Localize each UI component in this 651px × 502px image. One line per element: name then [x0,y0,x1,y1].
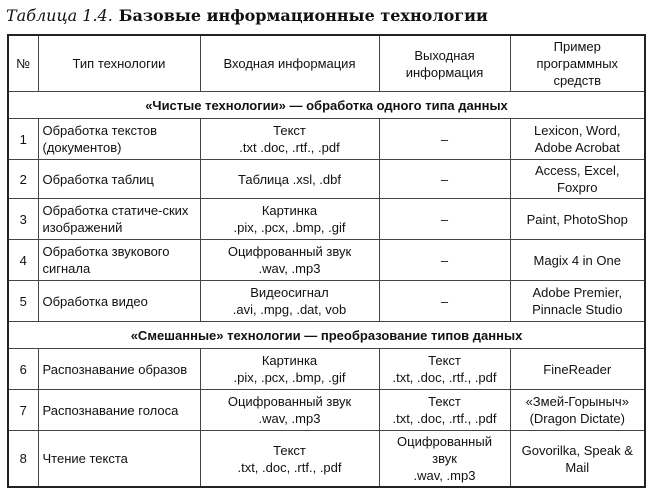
output-info-line: .wav, .mp3 [413,468,476,483]
table-row [8,119,645,160]
row-number: 5 [8,281,38,322]
input-info-line: .wav, .mp3 [258,261,321,276]
input-info-line: .txt, .doc, .rtf., .pdf [237,459,342,475]
section-title: «Чистые технологии» — обработка одного типа данных [8,92,645,119]
input-info-line: Оцифрованный звук [227,394,352,409]
output-info-line: – [440,131,449,147]
input-info [200,119,379,160]
table-caption-title: Базовые информационные технологии [118,6,488,25]
input-info-line: Таблица .xsl, .dbf [238,171,341,187]
output-info [379,281,510,322]
output-info-line: – [440,293,449,309]
output-info [379,390,510,431]
software-examples-line: Paint, PhotoShop [526,211,628,227]
input-info-line: Текст [273,123,306,138]
input-info [200,199,379,240]
input-info-line: Картинка [261,203,318,218]
software-examples-line: Magix 4 in One [533,252,621,268]
header-num: № [8,35,38,92]
software-examples-line: Pinnacle Studio [532,302,623,317]
input-info [200,240,379,281]
software-examples [510,199,645,240]
technology-type: Обработка текстов (документов) [38,119,200,160]
software-examples-line: Lexicon, Word, [534,123,621,138]
input-info-line: .avi, .mpg, .dat, vob [232,302,347,317]
output-info [379,240,510,281]
technology-type: Распознавание голоса [38,390,200,431]
output-info-line: .txt, .doc, .rtf., .pdf [392,411,497,426]
output-info [379,431,510,488]
input-info-line: Видеосигнал [250,285,329,300]
table-caption [6,6,488,25]
software-examples-line: «Змей-Горыныч» [525,394,629,409]
input-info-line: .pix, .pcx, .bmp, .gif [233,370,346,385]
software-examples [510,119,645,160]
output-info [379,349,510,390]
output-info [379,160,510,199]
section-header-row [8,322,645,349]
row-number: 1 [8,119,38,160]
technology-type: Распознавание образов [38,349,200,390]
technology-type: Обработка статиче-ских изображений [38,199,200,240]
software-examples-line: Access, Excel, Foxpro [534,163,620,195]
input-info [200,349,379,390]
software-examples-line: Govorilka, Speak & Mail [521,442,633,475]
software-examples [510,281,645,322]
output-info-line: Оцифрованный звук [397,434,492,466]
software-examples [510,431,645,488]
input-info [200,390,379,431]
table-header-row [8,35,645,92]
header-output: Выходная информация [379,35,510,92]
output-info-line: – [440,211,449,227]
table-body [8,92,645,488]
section-header-row [8,92,645,119]
input-info-line: Картинка [261,353,318,368]
table-caption-label: Таблица 1.4. [6,6,113,25]
table-row [8,349,645,390]
output-info-line: Текст [428,353,461,368]
input-info [200,431,379,488]
table-row [8,160,645,199]
input-info [200,281,379,322]
row-number: 6 [8,349,38,390]
input-info-line: .txt .doc, .rtf., .pdf [239,140,340,155]
output-info-line: Текст [428,394,461,409]
technology-type: Обработка звукового сигнала [38,240,200,281]
row-number: 3 [8,199,38,240]
row-number: 2 [8,160,38,199]
software-examples [510,390,645,431]
technologies-table [7,34,646,488]
table-row [8,390,645,431]
row-number: 4 [8,240,38,281]
software-examples-line: Adobe Premier, [532,285,623,300]
section-title: «Смешанные» технологии — преобразование типов данных [8,322,645,349]
table-row [8,240,645,281]
software-examples [510,160,645,199]
table-row [8,431,645,488]
output-info [379,199,510,240]
table-row [8,281,645,322]
header-software: Пример программных средств [510,35,645,92]
software-examples [510,240,645,281]
technology-type: Обработка видео [38,281,200,322]
header-type: Тип технологии [38,35,200,92]
input-info-line: .pix, .pcx, .bmp, .gif [233,220,346,235]
input-info [200,160,379,199]
software-examples-line: FineReader [543,361,612,377]
software-examples-line: Adobe Acrobat [534,140,620,155]
output-info [379,119,510,160]
software-examples-line: (Dragon Dictate) [529,411,625,426]
input-info-line: Оцифрованный звук [227,244,352,259]
header-input: Входная информация [200,35,379,92]
output-info-line: – [440,171,449,187]
row-number: 7 [8,390,38,431]
input-info-line: .wav, .mp3 [258,411,321,426]
output-info-line: – [440,252,449,268]
row-number: 8 [8,431,38,488]
software-examples [510,349,645,390]
technology-type: Обработка таблиц [38,160,200,199]
technology-type: Чтение текста [38,431,200,488]
table-row [8,199,645,240]
output-info-line: .txt, .doc, .rtf., .pdf [392,370,497,385]
input-info-line: Текст [273,442,306,458]
